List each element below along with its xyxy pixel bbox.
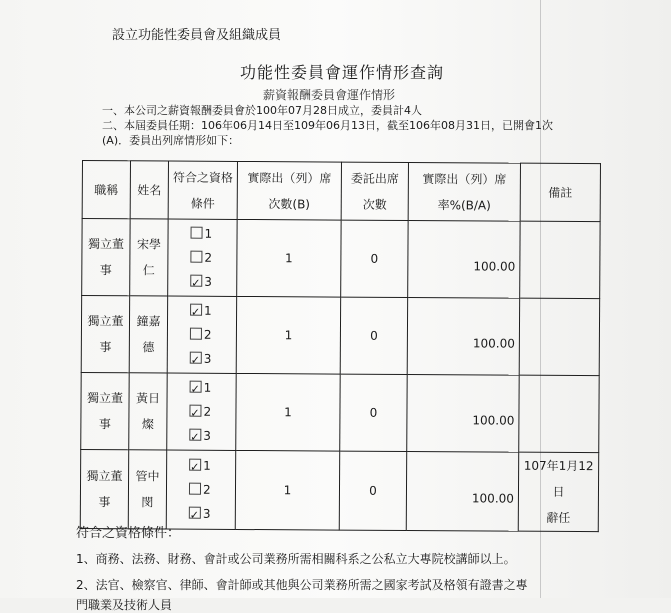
- cell-title: [81, 296, 129, 373]
- cell-title: [81, 372, 129, 449]
- cell-note-line2: 辭任: [519, 505, 598, 531]
- condition-item: [190, 270, 236, 294]
- table-row: [81, 372, 599, 452]
- condition-item: [190, 246, 236, 270]
- cell-attendance: 1: [235, 450, 339, 530]
- condition-item: [189, 502, 235, 526]
- cell-attendance: 1: [236, 296, 340, 374]
- col-header-proxy-line2: 次數: [342, 191, 408, 217]
- info-line-term: 二、本屆委員任期：106年06月14日至109年06月13日，截至106年08月31日，已開會1次: [102, 117, 553, 133]
- cell-name: [129, 296, 167, 373]
- cell-attendance: 1: [236, 373, 340, 451]
- cell-conditions: [167, 296, 236, 373]
- table-row: [81, 296, 599, 376]
- qualification-note-1: 1、商務、法務、財務、會計或公司業務所需相關科系之公私立大專院校講師以上。: [76, 550, 516, 567]
- cell-title: [82, 219, 130, 296]
- col-header-name: 姓名: [130, 161, 168, 219]
- checkbox: [189, 405, 201, 417]
- condition-label: 3: [204, 275, 212, 289]
- condition-item: [189, 478, 235, 502]
- col-header-note: 備註: [520, 163, 600, 221]
- page-title: 功能性委員會運作情形查詢: [240, 60, 444, 83]
- col-header-rate: [408, 162, 520, 221]
- qualification-note-2: 2、法官、檢察官、律師、會計師或其他與公司業務所需之國家考試及格領有證書之專: [76, 576, 528, 593]
- col-header-qualification-line1: 符合之資格: [169, 164, 237, 190]
- condition-label: 1: [204, 304, 212, 318]
- checkbox: [190, 352, 202, 364]
- condition-label: 2: [204, 328, 212, 342]
- cell-name-line2: 仁: [130, 257, 167, 283]
- col-header-qualification-line2: 條件: [169, 190, 237, 216]
- qualification-note-2-continued: 門職業及技術人員: [76, 596, 172, 613]
- checkbox: [189, 483, 201, 495]
- condition-label: 3: [204, 352, 212, 366]
- condition-item: [190, 222, 236, 246]
- cell-note: [519, 298, 599, 375]
- cell-attendance: 1: [237, 219, 341, 297]
- checkbox: [190, 275, 202, 287]
- col-header-proxy-line1: 委託出席: [342, 165, 408, 191]
- col-header-attendance-line1: 實際出（列）席: [238, 164, 341, 191]
- condition-item: [189, 454, 235, 478]
- cell-title-line1: 獨立董: [81, 463, 128, 489]
- cell-name: [128, 450, 166, 529]
- cell-name-line2: 閔: [129, 489, 166, 515]
- col-header-qualification: [168, 161, 237, 219]
- cell-title: [80, 449, 128, 528]
- cell-rate: 100.00: [407, 297, 519, 375]
- condition-label: 1: [203, 459, 211, 473]
- cell-note: [518, 452, 598, 531]
- cell-name-line1: 管中: [129, 463, 166, 489]
- checkbox: [190, 304, 202, 316]
- checkbox: [190, 381, 202, 393]
- col-header-attendance: [237, 161, 341, 220]
- info-line-attendance-caption: (A)．委員出列席情形如下：: [102, 132, 239, 148]
- cell-title-line2: 事: [81, 489, 128, 515]
- condition-item: [190, 323, 236, 347]
- col-header-rate-line2: 率%(B/A): [409, 191, 520, 218]
- condition-label: 3: [203, 507, 211, 521]
- checkbox: [190, 251, 202, 263]
- cell-title-line1: 獨立董: [82, 231, 129, 257]
- condition-label: 3: [203, 429, 211, 443]
- cell-note: [519, 375, 599, 452]
- cell-title-line1: 獨立董: [81, 385, 128, 411]
- col-header-proxy: [341, 162, 408, 220]
- table-row: [80, 449, 598, 531]
- checkbox: [189, 459, 201, 471]
- condition-label: 2: [203, 405, 211, 419]
- qualification-notes-header: 符合之資格條件：: [76, 522, 180, 541]
- cell-title-line2: 事: [82, 334, 129, 360]
- cell-note: [520, 221, 600, 298]
- checkbox: [190, 328, 202, 340]
- condition-label: 1: [205, 227, 213, 241]
- checkbox: [191, 227, 203, 239]
- cell-proxy: 0: [340, 374, 407, 451]
- condition-label: 2: [204, 251, 212, 265]
- condition-item: [190, 376, 236, 400]
- cell-conditions: [167, 373, 236, 450]
- cell-name: [130, 219, 168, 296]
- col-header-title: 職稱: [82, 161, 130, 219]
- cell-conditions: [168, 219, 237, 296]
- section-header: 設立功能性委員會及組織成員: [112, 24, 281, 43]
- cell-title-line1: 獨立董: [82, 308, 129, 334]
- cell-name-line2: 燦: [129, 411, 166, 437]
- cell-proxy: 0: [339, 451, 406, 530]
- cell-name-line1: 黃日: [129, 385, 166, 411]
- cell-proxy: 0: [340, 297, 407, 374]
- cell-proxy: 0: [341, 220, 408, 297]
- cell-name-line2: 德: [130, 334, 167, 360]
- cell-rate: 100.00: [406, 451, 518, 531]
- cell-name: [129, 373, 167, 450]
- cell-title-line2: 事: [81, 411, 128, 437]
- condition-item: [189, 400, 235, 424]
- checkbox: [189, 507, 201, 519]
- condition-item: [189, 424, 235, 448]
- table-row: [82, 219, 600, 299]
- cell-conditions: [166, 450, 235, 529]
- cell-title-line2: 事: [82, 257, 129, 283]
- cell-name-line1: 宋學: [130, 231, 167, 257]
- info-line-established: 一、本公司之薪資報酬委員會於100年07月28日成立，委員計4人: [102, 102, 422, 118]
- col-header-rate-line1: 實際出（列）席: [409, 165, 520, 192]
- condition-item: [190, 347, 236, 371]
- cell-rate: 100.00: [407, 374, 519, 452]
- checkbox: [189, 429, 201, 441]
- cell-name-line1: 鐘嘉: [130, 308, 167, 334]
- condition-label: 2: [203, 483, 211, 497]
- table-header-row: [82, 161, 600, 222]
- attendance-table: [80, 160, 601, 532]
- cell-note-line1: 107年1月12日: [519, 453, 598, 505]
- page-subtitle: 薪資報酬委員會運作情形: [263, 86, 395, 103]
- col-header-attendance-line2: 次數(B): [238, 190, 341, 217]
- condition-label: 1: [204, 381, 212, 395]
- cell-rate: 100.00: [408, 220, 520, 298]
- condition-item: [190, 299, 236, 323]
